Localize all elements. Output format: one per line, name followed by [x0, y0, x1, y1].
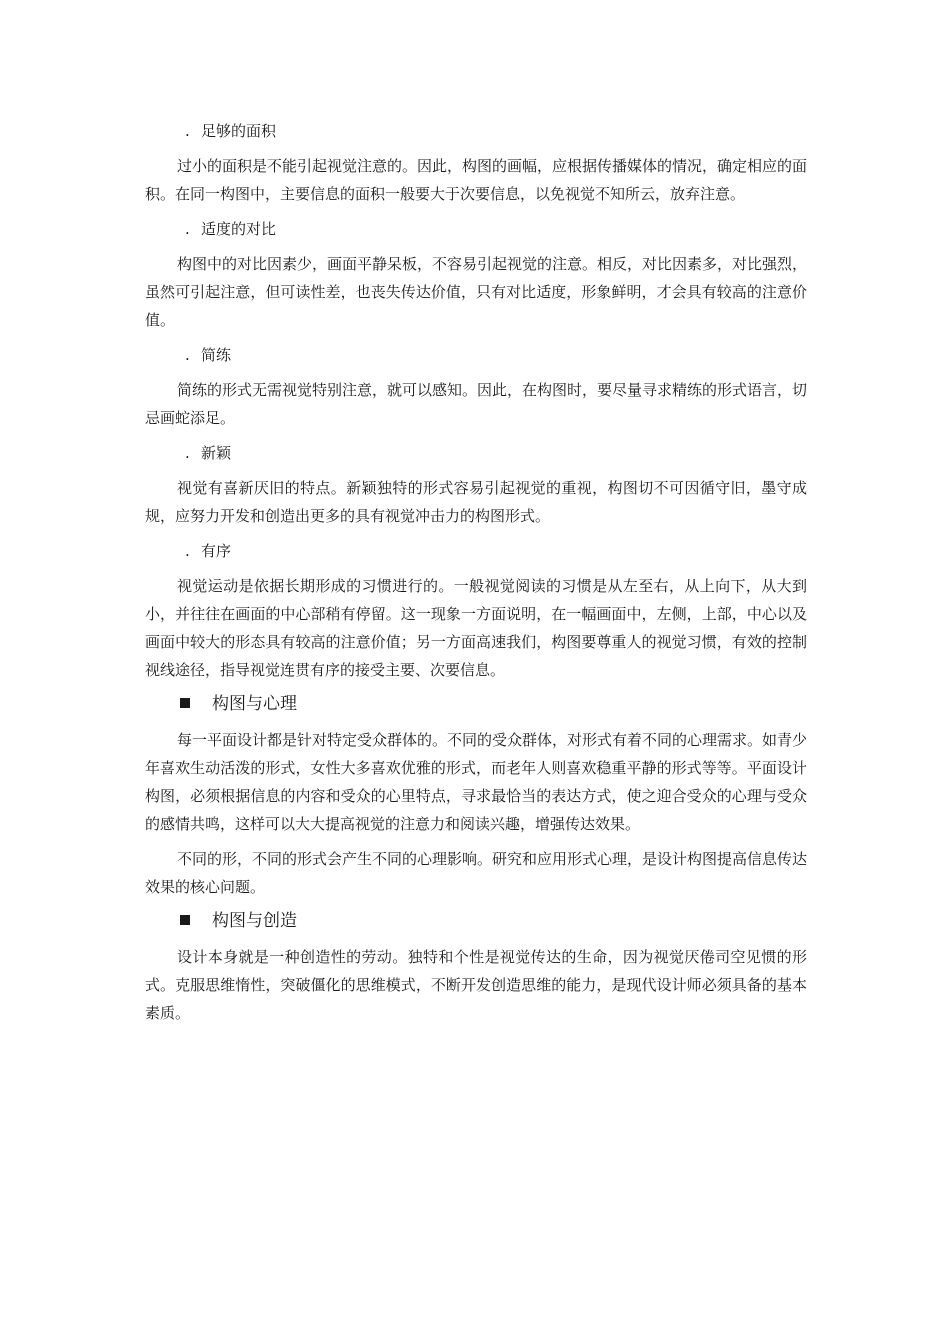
- paragraph-concise: 简练的形式无需视觉特别注意，就可以感知。因此，在构图时，要尽量寻求精练的形式语言，切忌画蛇添足。: [145, 381, 808, 427]
- paragraph-creation: 设计本身就是一种创造性的劳动。独特和个性是视觉传达的生命，因为视觉厌倦司空见惯的形式。克服思维惰性，突破僵化的思维模式，不断开发创造思维的能力，是现代设计师必须具备的基本素质。: [145, 948, 807, 1022]
- document-body: [145, 117, 807, 1034]
- paragraph-contrast: 构图中的对比因素少，画面平静呆板，不容易引起视觉的注意。相反，对比因素多，对比强烈，虽然可引起注意，但可读性差，也丧失传达价值，只有对比适度，形象鲜明，才会具有较高的注意价值。: [145, 255, 808, 329]
- subheading-text: 简练: [201, 346, 232, 364]
- paragraph-psychology-2: 不同的形，不同的形式会产生不同的心理影响。研究和应用形式心理，是设计构图提高信息传达效果的核心问题。: [145, 850, 808, 896]
- section-heading-creation: [145, 906, 807, 936]
- subheading-novel: [145, 439, 807, 467]
- subheading-number: .: [185, 444, 190, 462]
- subheading-moderate-contrast: [145, 215, 807, 243]
- subheading-number: .: [185, 542, 190, 560]
- square-bullet-icon: [180, 915, 190, 925]
- subheading-text: 适度的对比: [201, 220, 277, 238]
- square-bullet-icon: [180, 698, 190, 708]
- paragraph-novel: 视觉有喜新厌旧的特点。新颖独特的形式容易引起视觉的重视，构图切不可因循守旧，墨守成规，应努力开发和创造出更多的具有视觉冲击力的构图形式。: [145, 479, 807, 525]
- section-heading-psychology: [145, 689, 807, 719]
- subheading-number: .: [185, 220, 190, 238]
- subheading-text: 足够的面积: [201, 122, 277, 140]
- section-heading-text: 构图与心理: [212, 694, 297, 714]
- paragraph-ordered: 视觉运动是依据长期形成的习惯进行的。一般视觉阅读的习惯是从左至右，从上向下，从大到小，并往往在画面的中心部稍有停留。这一现象一方面说明，在一幅画面中，左侧，上部，中心以及画面中较大的形态具有较高的注意价值；另一方面高速我们，构图要尊重人的视觉习惯，有效的控制视线途径，指导视觉连贯有序的接受主要、次要信息。: [145, 577, 807, 679]
- subheading-concise: [145, 341, 807, 369]
- subheading-text: 新颖: [201, 444, 232, 462]
- subheading-number: .: [185, 346, 190, 364]
- subheading-ordered: [145, 537, 807, 565]
- paragraph-area: 过小的面积是不能引起视觉注意的。因此，构图的画幅，应根据传播媒体的情况，确定相应的面积。在同一构图中，主要信息的面积一般要大于次要信息，以免视觉不知所云，放弃注意。: [145, 157, 808, 203]
- subheading-sufficient-area: [145, 117, 807, 145]
- subheading-number: .: [185, 122, 190, 140]
- subheading-text: 有序: [201, 542, 232, 560]
- section-heading-text: 构图与创造: [212, 911, 297, 931]
- paragraph-psychology-1: 每一平面设计都是针对特定受众群体的。不同的受众群体，对形式有着不同的心理需求。如青少年喜欢生动活泼的形式，女性大多喜欢优雅的形式，而老年人则喜欢稳重平静的形式等等。平面设计构图，必须根据信息的内容和受众的心里特点，寻求最恰当的表达方式，使之迎合受众的心理与受众的感情共鸣，这样可以大大提高视觉的注意力和阅读兴趣，增强传达效果。: [145, 731, 808, 833]
